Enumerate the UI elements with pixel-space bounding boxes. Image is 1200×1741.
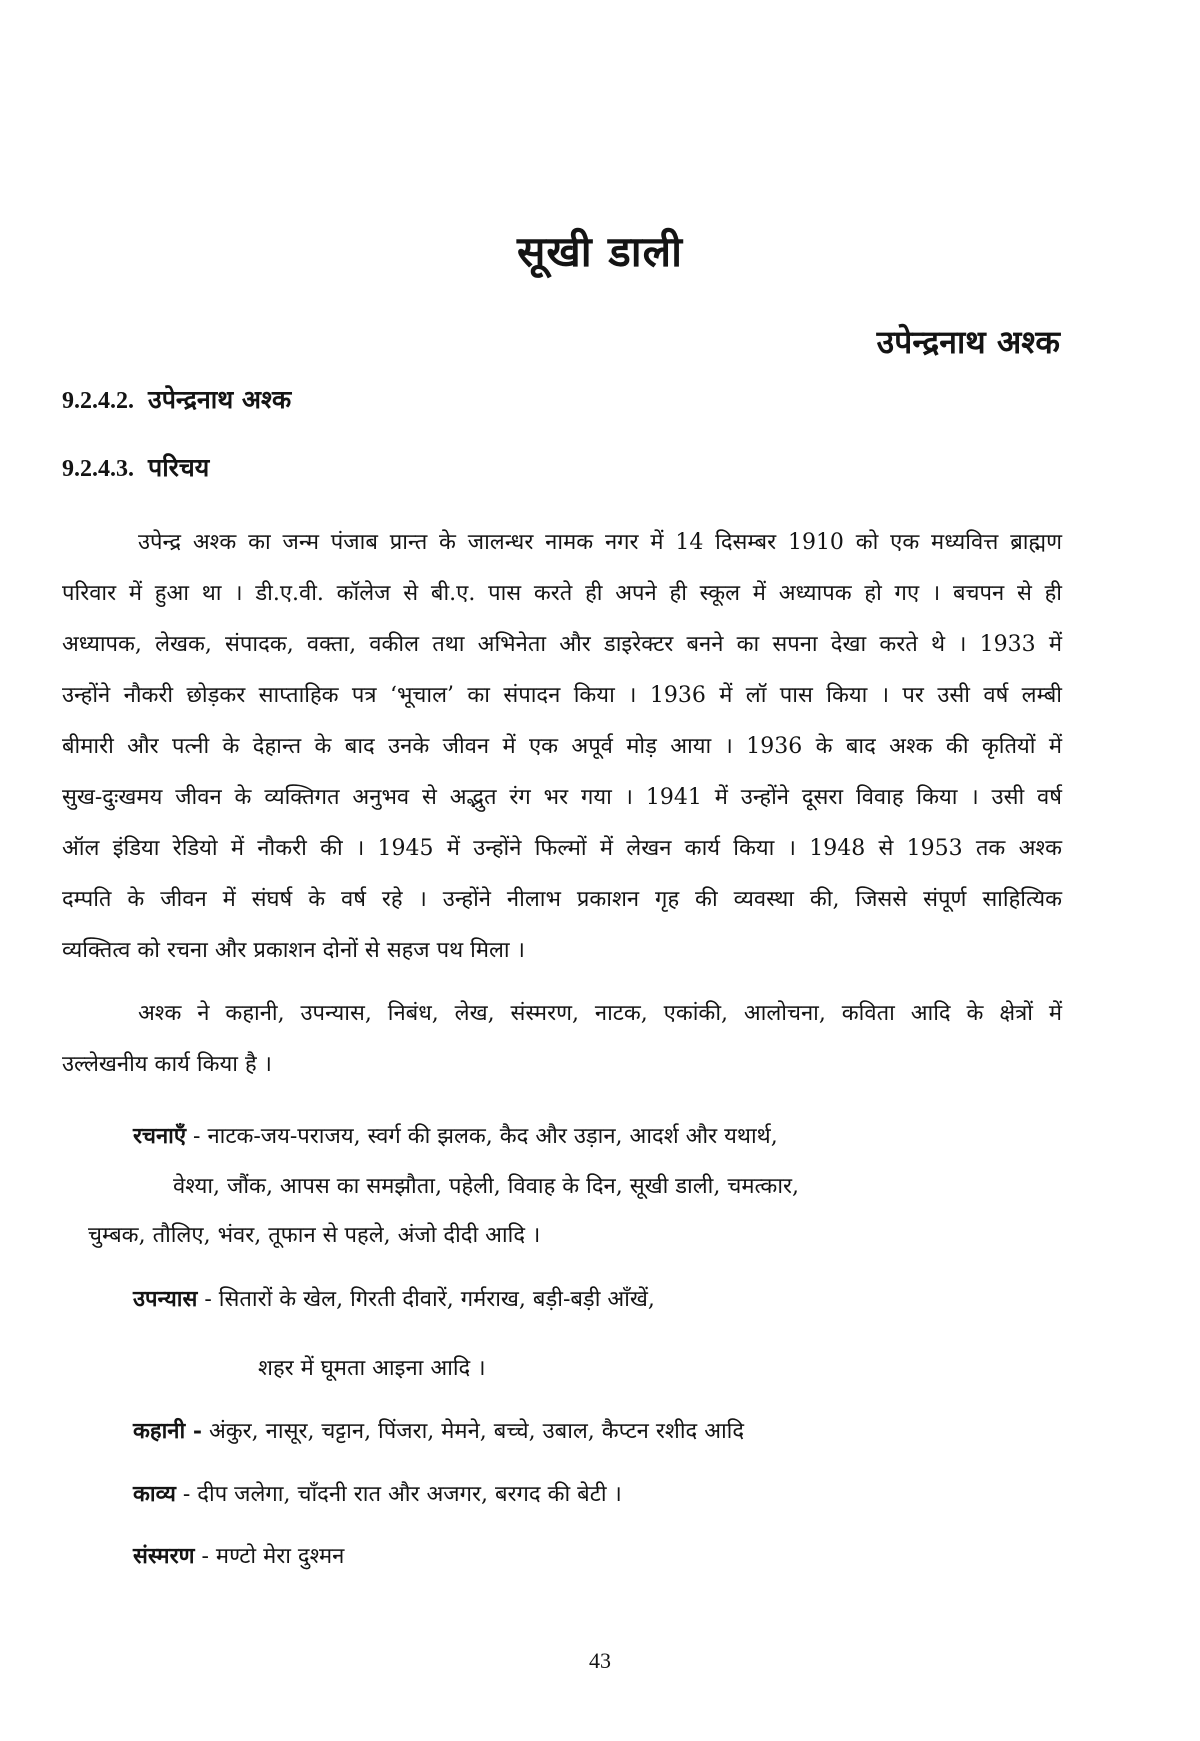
section-label: परिचय: [148, 453, 210, 482]
paragraph-line: दम्पति के जीवन में संघर्ष के वर्ष रहे । उन्होंने नीलाभ प्रकाशन गृह की व्यवस्था की, जिससे संपूर्ण साहित्यिक: [62, 887, 1062, 912]
works-text: - मण्टो मेरा दुश्मन: [194, 1544, 345, 1569]
works-text: अंकुर, नासूर, चट्टान, पिंजरा, मेमने, बच्चे, उबाल, कैप्टन रशीद आदि: [201, 1419, 745, 1444]
works-text: - दीप जलेगा, चाँदनी रात और अजगर, बरगद की बेटी ।: [175, 1482, 622, 1507]
paragraph-line: अश्क ने कहानी, उपन्यास, निबंध, लेख, संस्मरण, नाटक, एकांकी, आलोचना, कविता आदि के क्षेत्रों में: [138, 1001, 1062, 1026]
works-label: रचनाएँ: [133, 1123, 187, 1149]
section-heading: [62, 450, 209, 484]
document-title: सूखी डाली: [517, 227, 683, 276]
works-rachnayen: [133, 1120, 778, 1150]
paragraph-line: बीमारी और पत्नी के देहान्त के बाद उनके जीवन में एक अपूर्व मोड़ आया । 1936 के बाद अश्क की कृतियों में: [62, 734, 1062, 759]
paragraph-line: उपेन्द्र अश्क का जन्म पंजाब प्रान्त के जालन्धर नामक नगर में 14 दिसम्बर 1910 को एक मध्यवित्त ब्राह्मण: [138, 530, 1062, 555]
section-number: 9.2.4.2.: [62, 388, 134, 414]
works-line: चुम्बक, तौलिए, भंवर, तूफान से पहले, अंजो दीदी आदि ।: [88, 1223, 541, 1248]
works-upanyas: [133, 1283, 655, 1313]
works-sansmaran: [133, 1540, 344, 1570]
works-label: संस्मरण: [133, 1543, 195, 1569]
section-heading: [62, 382, 291, 416]
paragraph-line: उन्होंने नौकरी छोड़कर साप्ताहिक पत्र ‘भूचाल’ का संपादन किया । 1936 में लॉ पास किया । पर उसी वर्ष लम्बी: [62, 683, 1062, 708]
paragraph-line: उल्लेखनीय कार्य किया है ।: [62, 1052, 272, 1077]
works-line: शहर में घूमता आइना आदि ।: [258, 1356, 486, 1381]
works-kavya: [133, 1478, 622, 1508]
works-line: वेश्या, जौंक, आपस का समझौता, पहेली, विवाह के दिन, सूखी डाली, चमत्कार,: [173, 1174, 800, 1199]
section-number: 9.2.4.3.: [62, 456, 134, 482]
page-number: 43: [589, 1648, 611, 1673]
works-label: काव्य: [133, 1481, 176, 1507]
paragraph-line: सुख-दुःखमय जीवन के व्यक्तिगत अनुभव से अद्भुत रंग भर गया । 1941 में उन्होंने दूसरा विवाह किया । उसी वर्ष: [62, 785, 1062, 810]
paragraph-line: ऑल इंडिया रेडियो में नौकरी की । 1945 में उन्होंने फिल्मों में लेखन कार्य किया । 1948 से 1953 तक अश्क: [62, 836, 1062, 861]
works-label: कहानी -: [133, 1418, 202, 1444]
paragraph-line: व्यक्तित्व को रचना और प्रकाशन दोनों से सहज पथ मिला ।: [62, 938, 525, 963]
section-label: उपेन्द्रनाथ अश्क: [148, 385, 292, 414]
works-text: - नाटक-जय-पराजय, स्वर्ग की झलक, कैद और उड़ान, आदर्श और यथार्थ,: [186, 1124, 778, 1149]
works-kahani: [133, 1415, 744, 1445]
paragraph-line: परिवार में हुआ था । डी.ए.वी. कॉलेज से बी.ए. पास करते ही अपने ही स्कूल में अध्यापक हो गए । बचपन से ही: [62, 581, 1062, 606]
paragraph-line: अध्यापक, लेखक, संपादक, वक्ता, वकील तथा अभिनेता और डाइरेक्टर बनने का सपना देखा करते थे । 1933 में: [62, 632, 1062, 657]
works-label: उपन्यास: [133, 1286, 198, 1312]
works-text: - सितारों के खेल, गिरती दीवारें, गर्मराख, बड़ी-बड़ी आँखें,: [197, 1287, 655, 1312]
author-name: उपेन्द्रनाथ अश्क: [876, 323, 1060, 361]
